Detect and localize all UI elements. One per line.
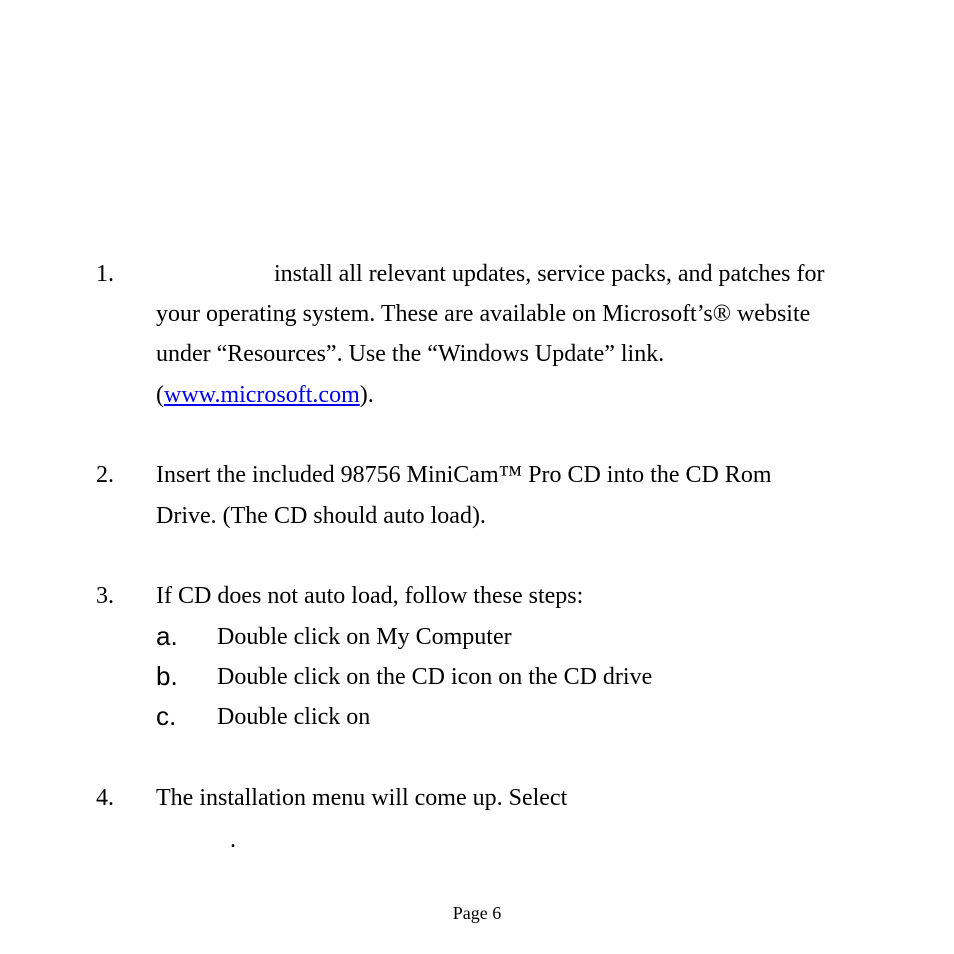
substep-text: Double click on <box>217 704 371 730</box>
substep-letter: b. <box>156 661 178 691</box>
link-suffix: ). <box>359 382 374 408</box>
substep-text: Double click on the CD icon on the CD drive <box>217 664 653 690</box>
step-text-line: install all relevant updates, service packs, and patches for <box>274 261 825 287</box>
page-number: Page 6 <box>452 903 502 923</box>
step-link-line <box>156 381 374 409</box>
substep-letter: a. <box>156 621 178 651</box>
step-text-line: under “Resources”. Use the “Windows Update” link. <box>156 341 665 367</box>
step-text-line: If CD does not auto load, follow these steps: <box>156 583 584 609</box>
step-text-line: Insert the included 98756 MiniCam™ Pro CD into the CD Rom <box>156 462 772 488</box>
step-text-line: your operating system. These are available on Microsoft’s® website <box>156 301 811 327</box>
substep-text: Double click on My Computer <box>217 624 512 650</box>
step-number: 3. <box>96 583 114 609</box>
step-text-line: Drive. (The CD should auto load). <box>156 503 486 529</box>
step-number: 1. <box>96 261 114 287</box>
substep-letter: c. <box>156 701 177 731</box>
trailing-period: . <box>230 827 236 853</box>
microsoft-website-link[interactable]: www.microsoft.com <box>164 382 360 408</box>
link-prefix: ( <box>156 382 164 408</box>
step-number: 4. <box>96 785 114 811</box>
step-text-line: The installation menu will come up. Select <box>156 785 568 811</box>
step-number: 2. <box>96 462 114 488</box>
